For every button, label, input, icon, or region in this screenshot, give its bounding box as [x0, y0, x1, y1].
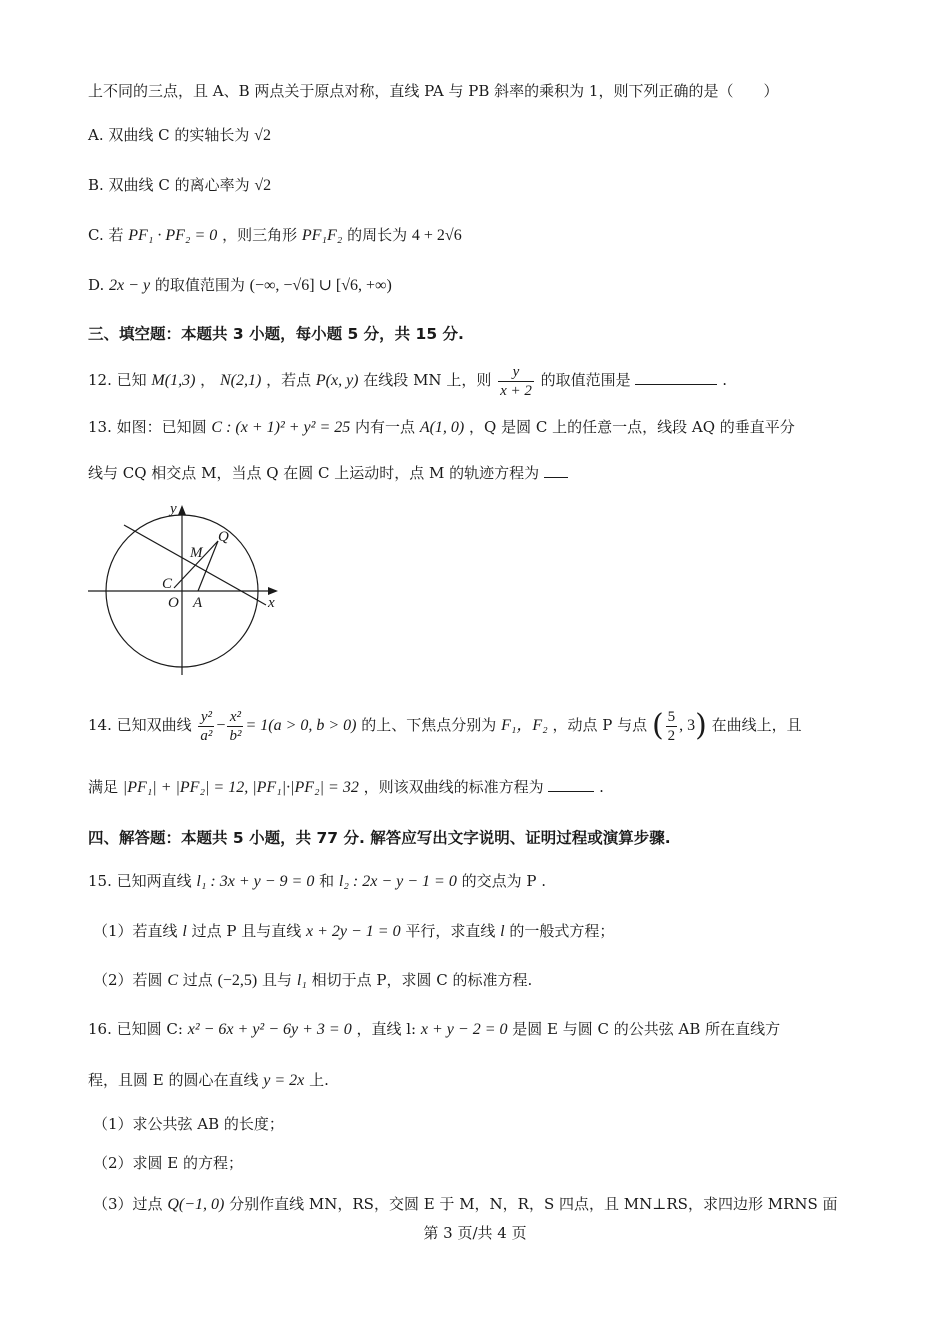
q12-fraction-numerator: y [498, 363, 534, 382]
q12-mid: ，若点 [266, 371, 312, 389]
q16-prefix: 16. 已知圆 C: [88, 1020, 183, 1038]
q14-prefix: 14. 已知双曲线 [88, 716, 192, 734]
q11-tail-text: 上不同的三点，且 A、B 两点关于原点对称，直线 PA 与 PB 斜率的乘积为 1，则下列正确的是（ ） [88, 82, 779, 100]
question-12 [88, 360, 727, 401]
option-a-text: A. 双曲线 C 的实轴长为 [88, 126, 250, 144]
q11-option-a [88, 124, 271, 147]
q12-sep: ， [200, 371, 216, 389]
q15-p2-mid2: 且与 [262, 971, 293, 989]
q16-p3-end: 分别作直线 MN，RS，交圆 E 于 M，N，R，S 四点，且 MN⊥RS，求四边形 MRNS 面 [229, 1195, 838, 1213]
option-d-label: D. [88, 276, 105, 294]
q16-circle-equation: x² − 6x + y² − 6y + 3 = 0 [187, 1021, 352, 1038]
option-c-perimeter: 4 + 2√6 [411, 227, 462, 244]
q14-tail: . [599, 778, 604, 796]
q14-right-paren: ) [695, 708, 707, 743]
option-d-expr: 2x − y [109, 277, 151, 294]
q15-p1-line-l-again: l [500, 923, 505, 940]
question-16-line-1 [88, 1018, 780, 1041]
q15-p1-mid: 过点 P 且与直线 [191, 922, 302, 940]
q14-condition: = 1(a > 0, b > 0) [245, 717, 357, 734]
q12-fraction [498, 363, 534, 400]
q13-line1-end: ，Q 是圆 C 上的任意一点，线段 AQ 的垂直平分 [469, 418, 795, 436]
q14-fraction-x [227, 708, 243, 745]
label-o: O [168, 595, 179, 611]
option-c-end: 的周长为 [347, 226, 408, 244]
q13-mid: 内有一点 [355, 418, 416, 436]
q15-end: 的交点为 P . [461, 872, 547, 890]
option-d-range: (−∞, −√6] ∪ [√6, +∞) [249, 277, 392, 294]
section-3-heading: 三、填空题：本题共 3 小题，每小题 5 分，共 15 分. [88, 325, 464, 343]
q14-mid: 的上、下焦点分别为 [361, 716, 497, 734]
q14-line2-condition: |PF₁| + |PF₂| = 12, |PF₁|·|PF₂| = 32 [122, 779, 359, 796]
q15-p1-end: 的一般式方程； [509, 922, 615, 940]
q14-left-paren: ( [651, 708, 664, 743]
label-a: A [193, 595, 203, 611]
q12-tail: . [722, 371, 728, 389]
q14-frac2-den: b² [229, 727, 242, 744]
q15-p2-mid: 过点 [182, 971, 213, 989]
q14-line2-end: ，则该双曲线的标准方程为 [363, 778, 544, 796]
question-14-line-1 [88, 700, 802, 751]
q14-answer-blank[interactable] [548, 777, 594, 792]
q14-point-den: 2 [667, 727, 676, 744]
q16-line-equation: x + y − 2 = 0 [420, 1021, 508, 1038]
label-y: y [170, 501, 177, 517]
q11-option-c [88, 224, 462, 247]
question-15-part-1 [93, 920, 614, 943]
q14-point-num: 5 [667, 708, 676, 725]
question-15-part-2 [93, 969, 532, 992]
q12-point-n: N(2,1) [219, 372, 262, 389]
q16-p3-prefix: （3）过点 [93, 1195, 163, 1213]
label-x: x [268, 595, 275, 611]
option-c-text: C. 若 [88, 226, 124, 244]
option-b-text: B. 双曲线 C 的离心率为 [88, 176, 250, 194]
q15-p1-line-l: l [182, 923, 187, 940]
q15-and: 和 [319, 872, 335, 890]
q12-point-m: M(1,3) [151, 372, 196, 389]
option-c-triangle: PF₁F₂ [301, 227, 343, 244]
q11-option-b [88, 174, 271, 197]
q13-circle-equation: C : (x + 1)² + y² = 25 [211, 419, 351, 436]
q14-fraction-y [198, 708, 214, 745]
q14-point-x-fraction [666, 708, 678, 745]
q14-foci: F₁，F₂ [501, 717, 548, 734]
q16-end: 是圆 E 与圆 C 的公共弦 AB 所在直线方 [512, 1020, 781, 1038]
question-16-part-1: （1）求公共弦 AB 的长度； [93, 1115, 284, 1133]
question-15 [88, 870, 546, 893]
q15-p2-end: 相切于点 P，求圆 C 的标准方程. [311, 971, 533, 989]
y-axis-arrow-icon [178, 505, 186, 515]
q14-frac1-num: y² [198, 708, 214, 727]
q15-p1-parallel-line: x + 2y − 1 = 0 [305, 923, 401, 940]
q12-prefix: 12. 已知 [88, 371, 147, 389]
q13-prefix: 13. 如图：已知圆 [88, 418, 207, 436]
page-number: 第 3 页/共 4 页 [423, 1224, 527, 1242]
q14-frac2-num: x² [227, 708, 243, 727]
q15-line-l1: l₁ : 3x + y − 9 = 0 [196, 873, 315, 890]
q15-p1-mid2: 平行，求直线 [405, 922, 496, 940]
q15-p2-circle: C [167, 972, 178, 989]
q16-mid: ，直线 l: [356, 1020, 417, 1038]
label-c: C [162, 576, 173, 592]
q16-line2-end: 上. [309, 1071, 329, 1089]
option-d-mid: 的取值范围为 [154, 276, 245, 294]
q14-mid2: ，动点 P 与点 [552, 716, 648, 734]
question-14-line-2 [88, 776, 604, 799]
question-13-line-1 [88, 416, 795, 439]
q15-line-l2: l₂ : 2x − y − 1 = 0 [338, 873, 457, 890]
section-4-heading: 四、解答题：本题共 5 小题，共 77 分. 解答应写出文字说明、证明过程或演算步骤. [88, 829, 671, 847]
q13-figure [86, 495, 296, 680]
question-16-part-2: （2）求圆 E 的方程； [93, 1154, 244, 1172]
q12-fraction-denominator: x + 2 [500, 382, 532, 399]
q12-mid2: 在线段 MN 上，则 [363, 371, 492, 389]
q14-minus: − [216, 717, 226, 734]
q11-option-d [88, 274, 392, 297]
q14-end: 在曲线上，且 [711, 716, 802, 734]
question-16-line-2 [88, 1069, 329, 1092]
option-c-mid: ，则三角形 [222, 226, 298, 244]
label-q: Q [218, 529, 229, 545]
q12-point-p: P(x, y) [315, 372, 359, 389]
q16-center-line: y = 2x [263, 1072, 305, 1089]
q12-end: 的取值范围是 [540, 371, 631, 389]
q14-point-y: , 3 [679, 717, 696, 734]
q13-answer-blank[interactable] [544, 463, 568, 478]
q14-frac1-den: a² [200, 727, 213, 744]
question-16-part-3 [93, 1193, 838, 1216]
option-c-vector-product: PF₁ · PF₂ = 0 [128, 227, 218, 244]
q15-p1-prefix: （1）若直线 [93, 922, 178, 940]
q16-p3-point-q: Q(−1, 0) [167, 1196, 225, 1213]
x-axis-arrow-icon [268, 587, 278, 595]
q13-line2-text: 线与 CQ 相交点 M，当点 Q 在圆 C 上运动时，点 M 的轨迹方程为 [88, 464, 540, 482]
q12-answer-blank[interactable] [635, 370, 717, 385]
q15-p2-line-l1: l₁ [296, 972, 307, 989]
option-b-math: √2 [254, 177, 272, 194]
q15-p2-prefix: （2）若圆 [93, 971, 163, 989]
question-13-line-2 [88, 462, 568, 484]
label-m: M [190, 545, 203, 561]
q16-line2-prefix: 程，且圆 E 的圆心在直线 [88, 1071, 259, 1089]
q14-line2-prefix: 满足 [88, 778, 119, 796]
q15-p2-point: (−2,5) [217, 972, 258, 989]
option-a-math: √2 [254, 127, 271, 144]
q13-point-a: A(1, 0) [419, 419, 465, 436]
q15-prefix: 15. 已知两直线 [88, 872, 192, 890]
